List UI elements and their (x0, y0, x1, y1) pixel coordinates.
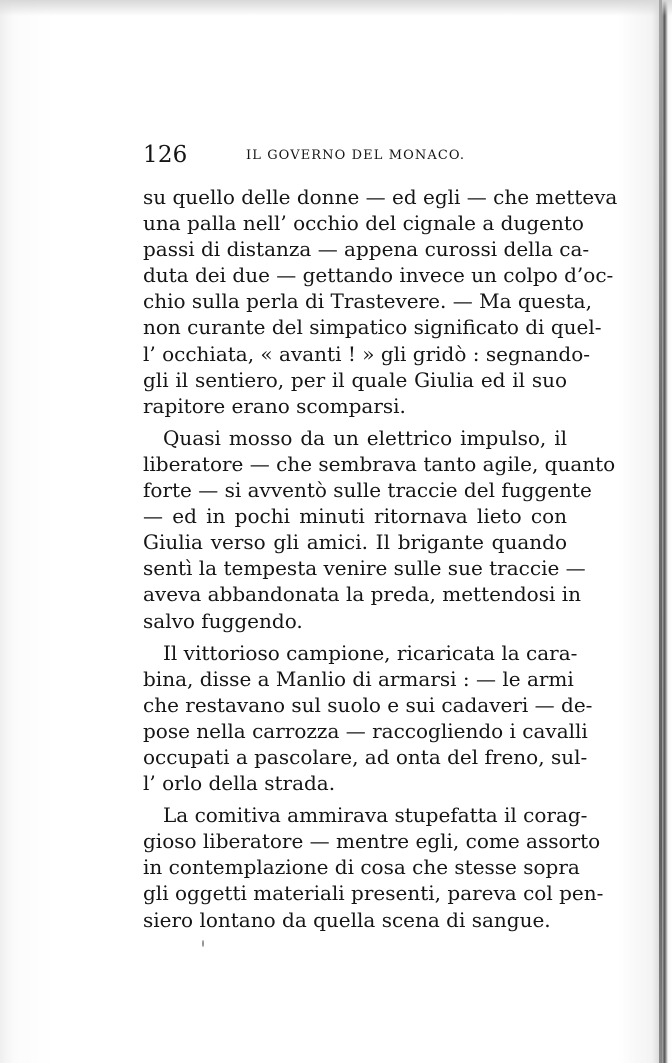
paper-speck (202, 940, 204, 947)
text-line: su quello delle donne — ed egli — che metteva (143, 185, 618, 209)
text-line: passi di distanza — appena curossi della ca- (143, 237, 590, 262)
text-line: liberatore — che sembrava tanto agile, quanto (143, 451, 616, 476)
text-line: siero lontano da quella scena di sangue. (143, 907, 551, 932)
text-line: l’ occhiata, « avanti ! » gli gridò : segnando- (143, 341, 591, 366)
text-line: aveva abbandonata la preda, mettendosi in (143, 582, 581, 607)
text-line: gli oggetti materiali presenti, pareva col pen- (143, 881, 604, 906)
book-binding-edge (659, 0, 662, 1063)
page-number: 126 (143, 142, 188, 168)
paragraph-1 (143, 184, 618, 419)
text-line: — ed in pochi minuti ritornava lieto con (143, 504, 567, 529)
text-line: bina, disse a Manlio di armarsi : — le armi (143, 666, 574, 691)
text-line: Quasi mosso da un elettrico impulso, il (163, 425, 567, 450)
paragraph-4 (143, 802, 604, 932)
text-line: non curante del simpatico significato di quel- (143, 315, 602, 340)
text-line: forte — si avventò sulle traccie del fuggente (143, 478, 592, 503)
text-line: gli il sentiero, per il quale Giulia ed il suo (143, 367, 567, 392)
text-line: Il vittorioso campione, ricaricata la cara- (163, 640, 578, 665)
text-line: rapitore erano scomparsi. (143, 393, 406, 418)
text-line: che restavano sul suolo e sui cadaveri — de- (143, 692, 593, 717)
text-line: l’ orlo della strada. (143, 771, 336, 796)
text-line: in contemplazione di cosa che stesse sopra (143, 855, 580, 880)
text-line: Giulia verso gli amici. Il brigante quando (143, 530, 567, 555)
text-line: sentì la tempesta venire sulle sue traccie — (143, 556, 586, 581)
book-text-block (143, 184, 618, 939)
text-line: chio sulla perla di Trastevere. — Ma questa, (143, 289, 592, 314)
paragraph-2 (143, 425, 616, 634)
text-line: occupati a pascolare, ad onta del freno, sul- (143, 744, 588, 769)
top-scan-shadow (0, 0, 672, 16)
running-title: IL GOVERNO DEL MONACO. (246, 148, 466, 163)
text-line: salvo fuggendo. (143, 608, 303, 633)
paragraph-3 (143, 640, 593, 797)
text-line: gioso liberatore — mentre egli, come assorto (143, 829, 601, 854)
page-header (143, 142, 533, 170)
text-line: duta dei due — gettando invece un colpo d’oc- (143, 263, 614, 288)
text-line: pose nella carrozza — raccogliendo i cavalli (143, 718, 588, 743)
text-line: una palla nell’ occhio del cignale a dugento (143, 211, 584, 236)
text-line: La comitiva ammirava stupefatta il corag- (163, 803, 588, 828)
